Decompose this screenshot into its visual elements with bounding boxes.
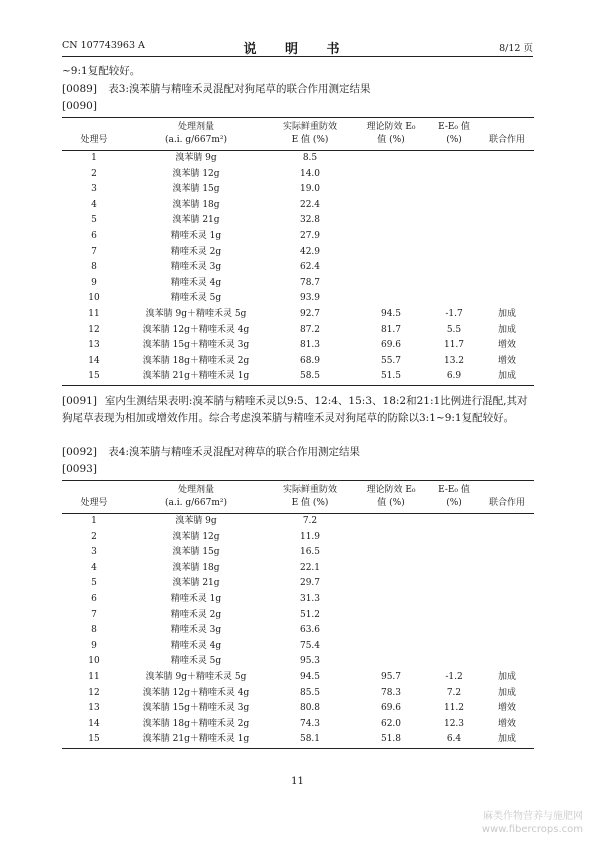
cell-treatment-no: 1 — [91, 516, 97, 526]
cell-treatment-no: 10 — [88, 656, 100, 667]
cell-difference — [428, 608, 480, 624]
header-treatment-no: 处理号 — [62, 497, 126, 514]
cell-joint-action: 加成 — [497, 324, 516, 335]
cell-treatment-no: 15 — [62, 369, 126, 385]
cell-difference: 11.2 — [443, 703, 465, 714]
cell-treatment-no: 8 — [91, 262, 97, 273]
paragraph-tag: [0092] — [62, 446, 97, 458]
cell-dose: 溴苯腈 12g — [172, 168, 220, 179]
cell-treatment-no: 3 — [91, 184, 97, 195]
cell-theoretical-efficacy — [354, 545, 428, 561]
header-actual-efficacy-unit: E 值 (%) — [266, 134, 354, 151]
cell-difference: 6.4 — [428, 732, 480, 748]
table-row — [62, 530, 534, 546]
header-actual-efficacy-unit: E 值 (%) — [266, 497, 354, 514]
cell-dose: 溴苯腈 12g＋精喹禾灵 4g — [142, 324, 250, 335]
cell-treatment-no: 14 — [88, 355, 100, 366]
cell-dose: 溴苯腈 9g＋精喹禾灵 5g — [145, 308, 247, 319]
cell-dose: 溴苯腈 9g＋精喹禾灵 5g — [145, 671, 247, 682]
cell-dose: 溴苯腈 21g＋精喹禾灵 1g — [126, 369, 266, 385]
cell-theoretical-efficacy: 69.6 — [380, 703, 402, 714]
cell-joint-action — [480, 182, 534, 198]
cell-actual-efficacy: 7.2 — [302, 516, 318, 526]
cell-theoretical-efficacy — [354, 229, 428, 245]
cell-treatment-no: 6 — [91, 593, 97, 604]
cell-joint-action — [480, 229, 534, 245]
cell-difference: -1.2 — [445, 671, 463, 682]
header-theoretical-efficacy: 理论防效 E₀ — [354, 481, 428, 498]
table3-caption: 表3:溴苯腈与精喹禾灵混配对狗尾草的联合作用测定结果 — [108, 83, 371, 95]
cell-dose: 精喹禾灵 1g — [170, 593, 222, 604]
cell-joint-action — [480, 576, 534, 592]
cell-theoretical-efficacy — [354, 592, 428, 608]
table-row — [62, 229, 534, 245]
cell-dose: 精喹禾灵 3g — [170, 262, 222, 273]
table-row — [62, 686, 534, 702]
cell-difference — [428, 639, 480, 655]
cell-dose: 精喹禾灵 5g — [170, 293, 222, 304]
header-theoretical-efficacy-unit: 值 (%) — [354, 134, 428, 151]
table-4 — [62, 480, 534, 749]
cell-joint-action: 加成 — [497, 671, 516, 682]
cell-actual-efficacy: 78.7 — [299, 277, 321, 288]
cell-actual-efficacy: 95.3 — [299, 656, 321, 667]
cell-treatment-no: 6 — [91, 230, 97, 241]
cell-dose: 精喹禾灵 5g — [170, 656, 222, 667]
cell-actual-efficacy: 94.5 — [299, 671, 321, 682]
cell-treatment-no: 14 — [88, 718, 100, 729]
cell-theoretical-efficacy — [354, 576, 428, 592]
cell-dose: 溴苯腈 9g — [175, 516, 217, 526]
cell-theoretical-efficacy — [354, 276, 428, 292]
header-joint-action: 联合作用 — [480, 497, 534, 514]
cell-actual-efficacy: 74.3 — [299, 718, 321, 729]
cell-joint-action — [480, 167, 534, 183]
cell-difference: 5.5 — [446, 324, 462, 335]
cell-difference — [428, 167, 480, 183]
cell-actual-efficacy: 80.8 — [299, 703, 321, 714]
site-watermark — [482, 810, 583, 836]
paragraph-tag: [0093] — [62, 463, 97, 475]
cell-joint-action — [480, 654, 534, 670]
table-row — [62, 670, 534, 686]
cell-difference — [428, 545, 480, 561]
cell-theoretical-efficacy — [354, 167, 428, 183]
table-3 — [62, 117, 534, 386]
cell-joint-action — [480, 276, 534, 292]
header-cell — [62, 118, 126, 135]
cell-dose: 溴苯腈 12g — [172, 531, 220, 542]
cell-theoretical-efficacy — [354, 654, 428, 670]
cell-actual-efficacy: 62.4 — [299, 262, 321, 273]
cell-difference — [428, 245, 480, 261]
header-divider — [62, 56, 533, 57]
cell-difference: -1.7 — [445, 308, 463, 319]
cell-difference — [428, 260, 480, 276]
table-row — [62, 245, 534, 261]
cell-joint-action: 增效 — [497, 340, 516, 351]
header-difference: E-E₀ 值 — [428, 118, 480, 135]
cell-dose: 精喹禾灵 4g — [170, 277, 222, 288]
paragraph-tag: [0090] — [62, 100, 97, 112]
patent-number: CN 107743963 A — [62, 40, 145, 51]
cell-actual-efficacy: 22.1 — [299, 562, 321, 573]
cell-treatment-no: 3 — [91, 547, 97, 558]
cell-joint-action — [480, 514, 534, 530]
cell-actual-efficacy: 92.7 — [299, 308, 321, 319]
cell-joint-action — [480, 592, 534, 608]
cell-theoretical-efficacy — [354, 245, 428, 261]
table-row — [62, 732, 534, 748]
table-row — [62, 608, 534, 624]
header-treatment-no: 处理号 — [62, 134, 126, 151]
cell-theoretical-efficacy — [354, 639, 428, 655]
cell-dose: 溴苯腈 21g — [172, 215, 220, 226]
cell-joint-action: 增效 — [497, 355, 516, 366]
cell-joint-action — [480, 530, 534, 546]
cell-difference — [428, 592, 480, 608]
cell-difference: 7.2 — [446, 687, 462, 698]
cell-dose: 溴苯腈 15g — [172, 184, 220, 195]
cell-theoretical-efficacy: 51.8 — [354, 732, 428, 748]
cell-difference — [428, 182, 480, 198]
header-dose-unit: (a.i. g/667m²) — [126, 134, 266, 151]
cell-difference — [428, 276, 480, 292]
cell-actual-efficacy: 11.9 — [299, 531, 321, 542]
cell-theoretical-efficacy — [354, 530, 428, 546]
header-cell — [480, 118, 534, 135]
cell-actual-efficacy: 8.5 — [302, 153, 318, 163]
cell-actual-efficacy: 58.5 — [266, 369, 354, 385]
table-row — [62, 654, 534, 670]
cell-dose: 精喹禾灵 1g — [170, 230, 222, 241]
cell-theoretical-efficacy: 78.3 — [380, 687, 402, 698]
table-row — [62, 323, 534, 339]
cell-joint-action — [480, 639, 534, 655]
cell-theoretical-efficacy — [354, 561, 428, 577]
cell-actual-efficacy: 85.5 — [299, 687, 321, 698]
cell-actual-efficacy: 51.2 — [299, 609, 321, 620]
cell-joint-action — [480, 151, 534, 167]
cell-treatment-no: 11 — [88, 671, 100, 682]
cell-dose: 溴苯腈 18g — [172, 562, 220, 573]
cell-difference — [428, 291, 480, 307]
cell-joint-action: 加成 — [480, 732, 534, 748]
cell-joint-action — [480, 260, 534, 276]
cell-difference: 6.9 — [428, 369, 480, 385]
cell-joint-action: 加成 — [497, 308, 516, 319]
page-count: 8/12 页 — [499, 43, 533, 54]
document-title: 说 明 书 — [243, 42, 352, 57]
cell-difference — [428, 514, 480, 530]
cell-joint-action — [480, 291, 534, 307]
cell-actual-efficacy: 27.9 — [299, 230, 321, 241]
cell-treatment-no: 5 — [91, 578, 97, 589]
paragraph-0093 — [62, 462, 97, 476]
table-row — [62, 276, 534, 292]
cell-theoretical-efficacy — [354, 608, 428, 624]
cell-difference — [428, 654, 480, 670]
table-row — [62, 260, 534, 276]
cell-actual-efficacy: 75.4 — [299, 640, 321, 651]
cell-treatment-no: 2 — [91, 531, 97, 542]
header-dose: 处理剂量 — [126, 481, 266, 498]
cell-actual-efficacy: 58.1 — [266, 732, 354, 748]
table-row — [62, 307, 534, 323]
header-cell — [62, 481, 126, 498]
cell-dose: 精喹禾灵 3g — [170, 625, 222, 636]
header-difference-unit: (%) — [428, 497, 480, 514]
cell-theoretical-efficacy: 81.7 — [380, 324, 402, 335]
table-row — [62, 623, 534, 639]
cell-joint-action — [480, 545, 534, 561]
header-cell — [480, 481, 534, 498]
cell-difference — [428, 198, 480, 214]
cell-difference: 11.7 — [443, 340, 465, 351]
cell-difference — [428, 151, 480, 167]
table-row — [62, 545, 534, 561]
cell-treatment-no: 7 — [91, 609, 97, 620]
cell-treatment-no: 9 — [91, 640, 97, 651]
cell-actual-efficacy: 42.9 — [299, 246, 321, 257]
cell-difference — [428, 213, 480, 229]
cell-difference: 13.2 — [443, 355, 465, 366]
cell-treatment-no: 12 — [88, 324, 100, 335]
cell-dose: 溴苯腈 15g＋精喹禾灵 3g — [142, 340, 250, 351]
cell-theoretical-efficacy — [354, 213, 428, 229]
header-difference: E-E₀ 值 — [428, 481, 480, 498]
cell-treatment-no: 2 — [91, 168, 97, 179]
watermark-url: www.fibercrops.com — [481, 824, 583, 835]
header-theoretical-efficacy-unit: 值 (%) — [354, 497, 428, 514]
cell-joint-action — [480, 608, 534, 624]
cell-joint-action — [480, 623, 534, 639]
paragraph-text: 室内生测结果表明:溴苯腈与精喹禾灵以9:5、12:4、15:3、18:2和21:1比例进行混配,其对狗尾草表现为相加或增效作用。综合考虑溴苯腈与精喹禾灵对狗尾草的防除以3:1~9:1复配较好。 — [62, 395, 528, 424]
cell-treatment-no: 13 — [88, 703, 100, 714]
cell-joint-action: 增效 — [497, 718, 516, 729]
cell-dose: 溴苯腈 18g＋精喹禾灵 2g — [142, 355, 250, 366]
cell-treatment-no: 7 — [91, 246, 97, 257]
cell-dose: 溴苯腈 15g＋精喹禾灵 3g — [142, 703, 250, 714]
cell-difference — [428, 561, 480, 577]
cell-theoretical-efficacy — [354, 514, 428, 530]
page-header — [62, 38, 533, 57]
header-theoretical-efficacy: 理论防效 E₀ — [354, 118, 428, 135]
cell-joint-action: 加成 — [497, 687, 516, 698]
cell-treatment-no: 8 — [91, 625, 97, 636]
table-row — [62, 354, 534, 370]
cell-joint-action — [480, 561, 534, 577]
watermark-title: 麻类作物营养与施肥网 — [483, 811, 583, 822]
header-dose-unit: (a.i. g/667m²) — [126, 497, 266, 514]
cell-joint-action: 加成 — [480, 369, 534, 385]
table-row — [62, 198, 534, 214]
cell-theoretical-efficacy — [354, 198, 428, 214]
cell-dose: 溴苯腈 12g＋精喹禾灵 4g — [142, 687, 250, 698]
cell-joint-action — [480, 213, 534, 229]
paragraph-0090 — [62, 99, 97, 113]
paragraph-tag: [0089] — [62, 83, 97, 95]
cell-treatment-no: 13 — [88, 340, 100, 351]
cell-dose: 溴苯腈 21g — [172, 578, 220, 589]
table-row — [62, 151, 534, 167]
cell-actual-efficacy: 31.3 — [299, 593, 321, 604]
cell-dose: 溴苯腈 18g＋精喹禾灵 2g — [142, 718, 250, 729]
cell-treatment-no: 12 — [88, 687, 100, 698]
paragraph-tag: [0091] — [62, 395, 97, 407]
table-row — [62, 182, 534, 198]
table-row — [62, 701, 534, 717]
cell-dose: 精喹禾灵 2g — [170, 246, 222, 257]
cell-treatment-no: 1 — [91, 153, 97, 163]
cell-theoretical-efficacy: 62.0 — [380, 718, 402, 729]
cell-theoretical-efficacy — [354, 623, 428, 639]
table-row — [62, 167, 534, 183]
cell-joint-action — [480, 245, 534, 261]
cell-theoretical-efficacy: 94.5 — [380, 308, 402, 319]
table4-caption: 表4:溴苯腈与精喹禾灵混配对稗草的联合作用测定结果 — [108, 446, 360, 458]
cell-theoretical-efficacy: 55.7 — [380, 355, 402, 366]
cell-difference: 12.3 — [443, 718, 465, 729]
cell-theoretical-efficacy: 69.6 — [380, 340, 402, 351]
table-row — [62, 514, 534, 530]
page-number: 11 — [291, 776, 304, 787]
cell-theoretical-efficacy: 51.5 — [354, 369, 428, 385]
cell-dose: 精喹禾灵 2g — [170, 609, 222, 620]
table-row — [62, 338, 534, 354]
cell-dose: 溴苯腈 9g — [175, 153, 217, 163]
cell-treatment-no: 15 — [62, 732, 126, 748]
cell-difference — [428, 623, 480, 639]
cell-treatment-no: 10 — [88, 293, 100, 304]
header-joint-action: 联合作用 — [480, 134, 534, 151]
header-actual-efficacy: 实际鲜重防效 — [266, 118, 354, 135]
cell-difference — [428, 229, 480, 245]
header-dose: 处理剂量 — [126, 118, 266, 135]
cell-theoretical-efficacy — [354, 260, 428, 276]
cell-actual-efficacy: 81.3 — [299, 340, 321, 351]
table-row — [62, 369, 534, 385]
cell-dose: 溴苯腈 15g — [172, 547, 220, 558]
cell-dose: 溴苯腈 21g＋精喹禾灵 1g — [126, 732, 266, 748]
cell-actual-efficacy: 32.8 — [299, 215, 321, 226]
cell-theoretical-efficacy — [354, 182, 428, 198]
cell-dose: 溴苯腈 18g — [172, 199, 220, 210]
cell-difference — [428, 530, 480, 546]
table-row — [62, 291, 534, 307]
cell-actual-efficacy: 29.7 — [299, 578, 321, 589]
continuation-line: ~9:1复配较好。 — [62, 65, 141, 77]
paragraph-0092 — [62, 445, 360, 459]
cell-actual-efficacy: 93.9 — [299, 293, 321, 304]
cell-treatment-no: 5 — [91, 215, 97, 226]
cell-theoretical-efficacy — [354, 291, 428, 307]
cell-actual-efficacy: 14.0 — [299, 168, 321, 179]
paragraph-0091 — [62, 393, 534, 427]
table-row — [62, 592, 534, 608]
table-row — [62, 717, 534, 733]
header-actual-efficacy: 实际鲜重防效 — [266, 481, 354, 498]
cell-joint-action: 增效 — [497, 703, 516, 714]
paragraph-0089 — [62, 82, 370, 96]
cell-actual-efficacy: 19.0 — [299, 184, 321, 195]
cell-treatment-no: 4 — [91, 562, 97, 573]
cell-treatment-no: 9 — [91, 277, 97, 288]
cell-treatment-no: 11 — [88, 308, 100, 319]
table-row — [62, 576, 534, 592]
header-difference-unit: (%) — [428, 134, 480, 151]
cell-actual-efficacy: 16.5 — [299, 547, 321, 558]
cell-difference — [428, 576, 480, 592]
cell-actual-efficacy: 63.6 — [299, 625, 321, 636]
cell-actual-efficacy: 87.2 — [299, 324, 321, 335]
table-row — [62, 213, 534, 229]
cell-actual-efficacy: 68.9 — [299, 355, 321, 366]
cell-treatment-no: 4 — [91, 199, 97, 210]
cell-joint-action — [480, 198, 534, 214]
table-row — [62, 561, 534, 577]
table-row — [62, 639, 534, 655]
cell-actual-efficacy: 22.4 — [299, 199, 321, 210]
cell-dose: 精喹禾灵 4g — [170, 640, 222, 651]
cell-theoretical-efficacy: 95.7 — [380, 671, 402, 682]
cell-theoretical-efficacy — [354, 151, 428, 167]
